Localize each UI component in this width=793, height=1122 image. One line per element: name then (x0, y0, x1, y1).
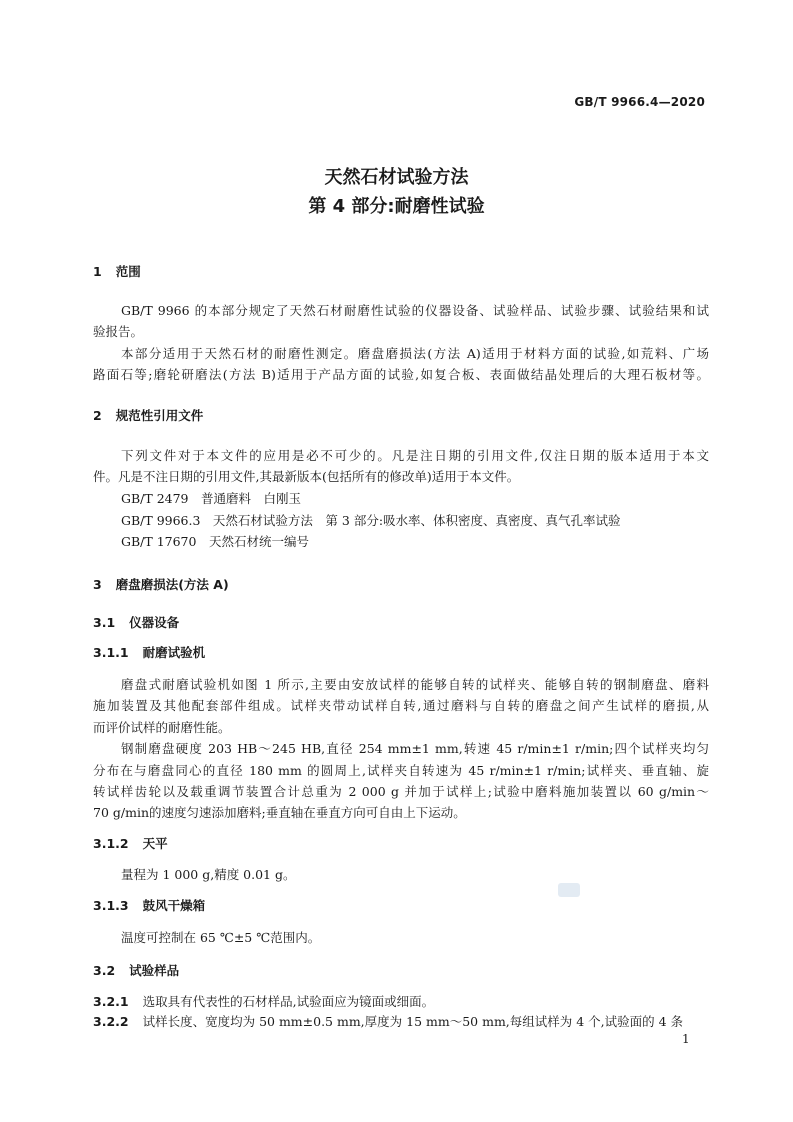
document-title: 天然石材试验方法 (324, 167, 469, 188)
paragraph-line: 施加装置及其他配套部件组成。试样夹带动试样自转,通过磨料与自转的磨盘之间产生试样的磨损,从 (93, 698, 709, 713)
section-title: 磨盘磨损法(方法 A) (115, 577, 229, 592)
paragraph-line: 量程为 1 000 g,精度 0.01 g。 (121, 867, 296, 882)
numbered-clause-3-2-2 (93, 1012, 709, 1031)
page-number: 1 (682, 1032, 690, 1046)
section-number: 3.1.2 (93, 836, 129, 851)
normative-reference: GB/T 2479 普通磨料 白刚玉 (121, 491, 302, 506)
paragraph-line: 分布在与磨盘同心的直径 180 mm 的圆周上,试样夹自转速为 45 r/min±1 r/min;试样夹、垂直轴、旋 (93, 763, 709, 778)
section-title: 仪器设备 (129, 615, 180, 630)
section-number: 2 (93, 408, 102, 423)
clause-number: 3.2.1 (93, 994, 129, 1009)
paragraph-line: 本部分适用于天然石材的耐磨性测定。磨盘磨损法(方法 A)适用于材料方面的试验,如荒料、广场 (121, 346, 709, 361)
paragraph-line: 70 g/min的速度匀速添加磨料;垂直轴在垂直方向可自由上下运动。 (93, 805, 466, 820)
paragraph-line: 而评价试样的耐磨性能。 (93, 720, 231, 735)
section-heading-1 (93, 262, 141, 280)
section-title: 天平 (142, 836, 168, 851)
paragraph-line: 钢制磨盘硬度 203 HB～245 HB,直径 254 mm±1 mm,转速 45 r/min±1 r/min;四个试样夹均匀 (121, 741, 709, 756)
section-number: 3 (93, 577, 102, 592)
section-heading-3-2 (93, 961, 179, 979)
section-title: 规范性引用文件 (115, 408, 204, 423)
section-number: 1 (93, 264, 102, 279)
paragraph-line: 磨盘式耐磨试验机如图 1 所示,主要由安放试样的能够自转的试样夹、能够自转的钢制磨盘、磨料 (121, 677, 709, 692)
paragraph-line: 验报告。 (93, 324, 144, 339)
paragraph-line: 件。凡是不注日期的引用文件,其最新版本(包括所有的修改单)适用于本文件。 (93, 469, 520, 484)
normative-reference: GB/T 9966.3 天然石材试验方法 第 3 部分:吸水率、体积密度、真密度、真气孔率试验 (121, 513, 621, 528)
normative-reference: GB/T 17670 天然石材统一编号 (121, 534, 309, 549)
section-number: 3.1 (93, 615, 116, 630)
clause-text: 选取具有代表性的石材样品,试验面应为镜面或细面。 (142, 994, 435, 1009)
section-heading-3-1-3 (93, 896, 205, 914)
paragraph-line: 转试样齿轮以及载重调节装置合计总重为 2 000 g 并加于试样上;试验中磨料施加装置以 60 g/min～ (93, 784, 709, 799)
numbered-clause-3-2-1 (93, 992, 709, 1011)
watermark-logo (558, 883, 580, 897)
section-number: 3.1.1 (93, 645, 129, 660)
section-heading-2 (93, 406, 203, 424)
paragraph-line: GB/T 9966 的本部分规定了天然石材耐磨性试验的仪器设备、试验样品、试验步骤、试验结果和试 (121, 303, 709, 318)
standard-number: GB/T 9966.4—2020 (574, 95, 705, 109)
section-number: 3.2 (93, 963, 116, 978)
document-subtitle: 第 4 部分:耐磨性试验 (308, 196, 485, 217)
section-heading-3 (93, 575, 229, 593)
section-heading-3-1-1 (93, 643, 205, 661)
paragraph-line: 路面石等;磨轮研磨法(方法 B)适用于产品方面的试验,如复合板、表面做结晶处理后的大理石板材等。 (93, 367, 709, 382)
section-title: 范围 (115, 264, 141, 279)
section-title: 鼓风干燥箱 (142, 898, 206, 913)
section-heading-3-1-2 (93, 834, 168, 852)
section-title: 耐磨试验机 (142, 645, 206, 660)
paragraph-line: 下列文件对于本文件的应用是必不可少的。凡是注日期的引用文件,仅注日期的版本适用于本文 (121, 448, 709, 463)
section-number: 3.1.3 (93, 898, 129, 913)
section-title: 试验样品 (129, 963, 180, 978)
clause-text: 试样长度、宽度均为 50 mm±0.5 mm,厚度为 15 mm～50 mm,每组试样为 4 个,试验面的 4 条 (142, 1014, 684, 1029)
section-heading-3-1 (93, 613, 179, 631)
clause-number: 3.2.2 (93, 1014, 129, 1029)
paragraph-line: 温度可控制在 65 ℃±5 ℃范围内。 (121, 930, 321, 945)
